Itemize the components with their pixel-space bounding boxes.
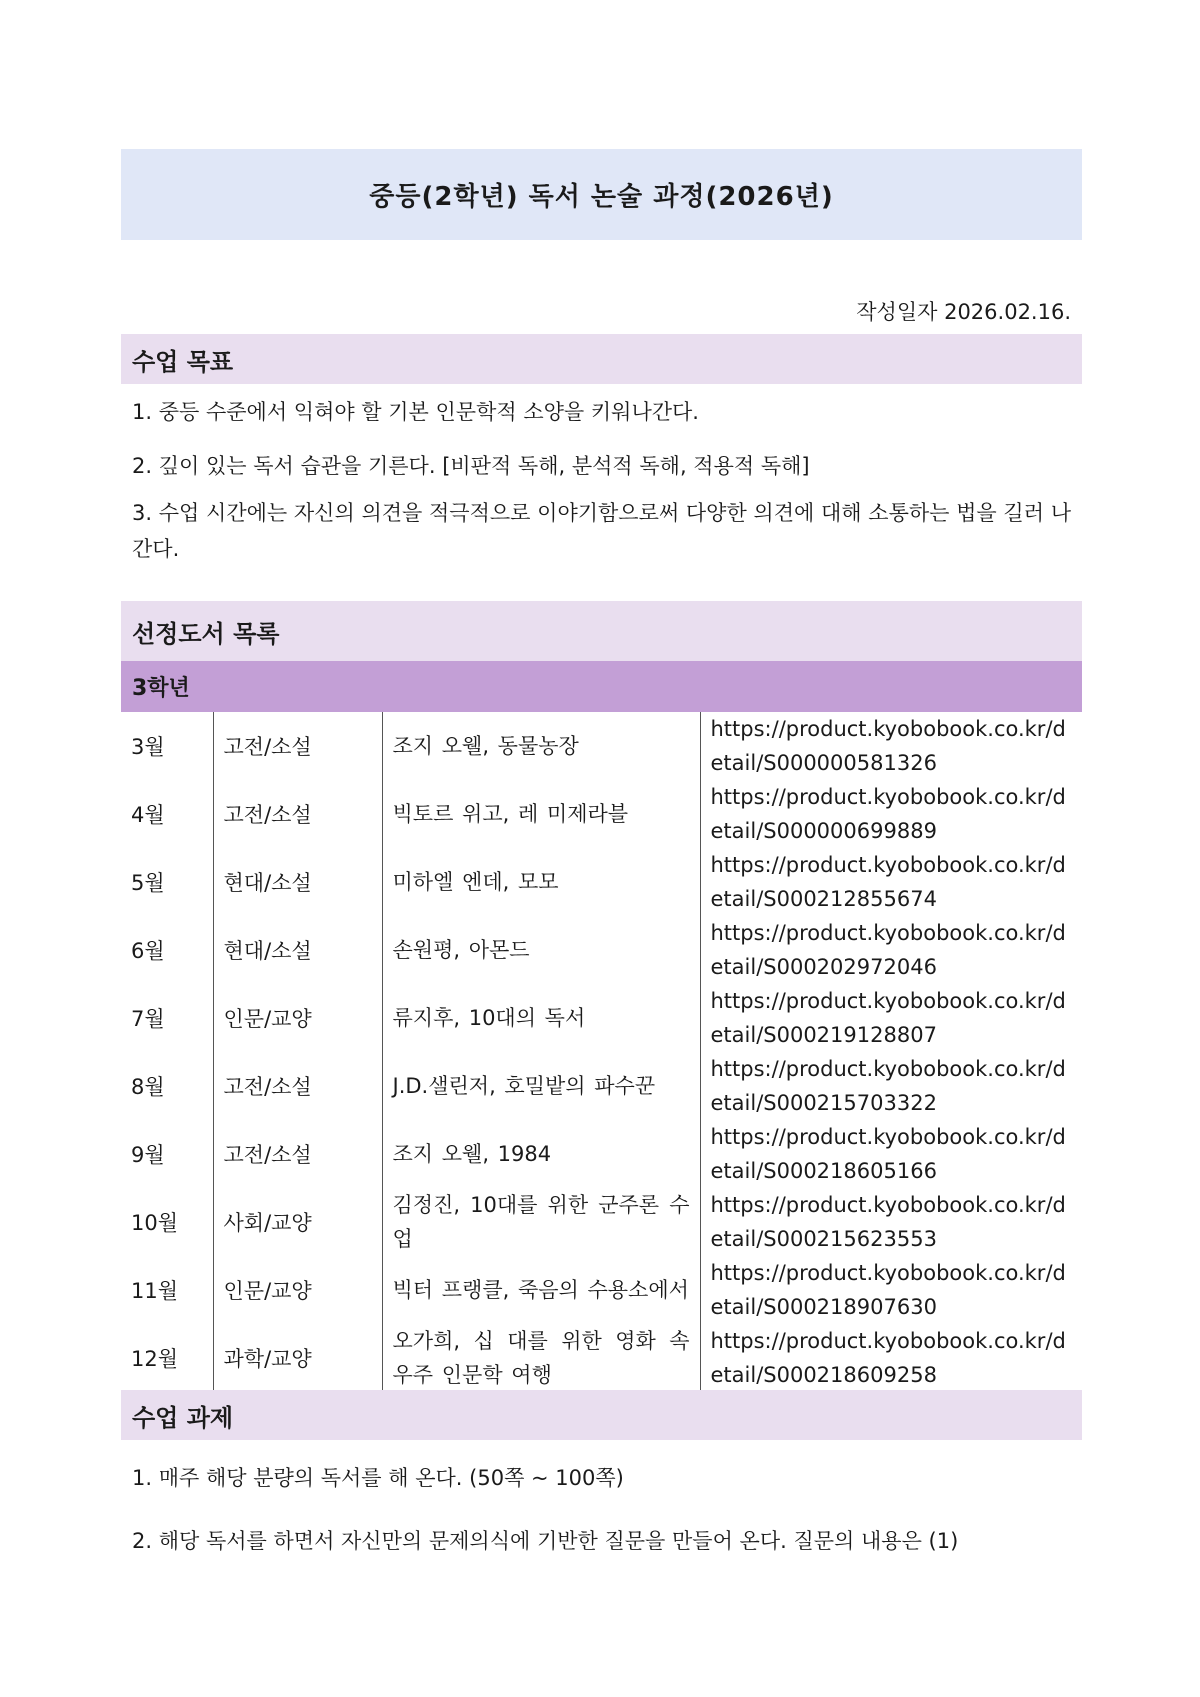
book-link-cell[interactable]: https://product.kyobobook.co.kr/detail/S000219128807 xyxy=(700,984,1082,1052)
category-cell: 인문/교양 xyxy=(213,1256,382,1324)
book-title-cell: 미하엘 엔데, 모모 xyxy=(382,848,700,916)
category-cell: 고전/소설 xyxy=(213,1052,382,1120)
table-row xyxy=(121,712,1082,780)
category-cell: 현대/소설 xyxy=(213,848,382,916)
book-link-cell[interactable]: https://product.kyobobook.co.kr/detail/S000218605166 xyxy=(700,1120,1082,1188)
table-row xyxy=(121,1324,1082,1392)
month-cell: 10월 xyxy=(131,1211,179,1235)
table-row xyxy=(121,848,1082,916)
category-cell: 고전/소설 xyxy=(213,1120,382,1188)
table-row xyxy=(121,1120,1082,1188)
book-link-cell[interactable]: https://product.kyobobook.co.kr/detail/S000218609258 xyxy=(700,1324,1082,1392)
table-row xyxy=(121,1188,1082,1256)
table-row xyxy=(121,780,1082,848)
grade-label: 3학년 xyxy=(121,661,1082,712)
book-link-cell[interactable]: https://product.kyobobook.co.kr/detail/S000218907630 xyxy=(700,1256,1082,1324)
table-row xyxy=(121,916,1082,984)
book-title-cell: 오가희, 십 대를 위한 영화 속 우주 인문학 여행 xyxy=(382,1324,700,1392)
category-cell: 현대/소설 xyxy=(213,916,382,984)
goal-item: 1. 중등 수준에서 익혀야 할 기본 인문학적 소양을 키워나간다. xyxy=(132,400,699,424)
created-date: 작성일자 2026.02.16. xyxy=(856,300,1071,324)
book-link-cell[interactable]: https://product.kyobobook.co.kr/detail/S000000699889 xyxy=(700,780,1082,848)
assignment-item: 2. 해당 독서를 하면서 자신만의 문제의식에 기반한 질문을 만들어 온다. 질문의 내용은 (1) xyxy=(132,1529,959,1553)
book-title-cell: J.D.샐린저, 호밀밭의 파수꾼 xyxy=(382,1052,700,1120)
month-cell: 6월 xyxy=(131,939,165,963)
goal-item: 2. 깊이 있는 독서 습관을 기른다. [비판적 독해, 분석적 독해, 적용적 독해] xyxy=(132,454,810,478)
section-heading-books: 선정도서 목록 xyxy=(121,601,1082,661)
category-cell: 고전/소설 xyxy=(213,712,382,780)
book-title-cell: 류지후, 10대의 독서 xyxy=(382,984,700,1052)
book-link-cell[interactable]: https://product.kyobobook.co.kr/detail/S000215703322 xyxy=(700,1052,1082,1120)
document-title: 중등(2학년) 독서 논술 과정(2026년) xyxy=(121,149,1082,240)
month-cell: 7월 xyxy=(131,1007,165,1031)
category-cell: 사회/교양 xyxy=(213,1188,382,1256)
section-heading-assignments: 수업 과제 xyxy=(121,1390,1082,1440)
book-link-cell[interactable]: https://product.kyobobook.co.kr/detail/S000215623553 xyxy=(700,1188,1082,1256)
book-title-cell: 김정진, 10대를 위한 군주론 수업 xyxy=(382,1188,700,1256)
month-cell: 8월 xyxy=(131,1075,165,1099)
book-list-table xyxy=(121,712,1082,1392)
table-row xyxy=(121,1256,1082,1324)
book-title-cell: 손원평, 아몬드 xyxy=(382,916,700,984)
book-link-cell[interactable]: https://product.kyobobook.co.kr/detail/S000212855674 xyxy=(700,848,1082,916)
category-cell: 고전/소설 xyxy=(213,780,382,848)
month-cell: 4월 xyxy=(131,803,165,827)
month-cell: 5월 xyxy=(131,871,165,895)
section-heading-goals: 수업 목표 xyxy=(121,334,1082,384)
book-title-cell: 조지 오웰, 동물농장 xyxy=(382,712,700,780)
table-row xyxy=(121,984,1082,1052)
book-title-cell: 빅터 프랭클, 죽음의 수용소에서 xyxy=(382,1256,700,1324)
goal-item: 3. 수업 시간에는 자신의 의견을 적극적으로 이야기함으로써 다양한 의견에 대해 소통하는 법을 길러 나간다. xyxy=(132,501,1071,561)
category-cell: 인문/교양 xyxy=(213,984,382,1052)
table-row xyxy=(121,1052,1082,1120)
book-link-cell[interactable]: https://product.kyobobook.co.kr/detail/S000000581326 xyxy=(700,712,1082,780)
book-link-cell[interactable]: https://product.kyobobook.co.kr/detail/S000202972046 xyxy=(700,916,1082,984)
assignment-item: 1. 매주 해당 분량의 독서를 해 온다. (50쪽 ~ 100쪽) xyxy=(132,1466,624,1490)
month-cell: 9월 xyxy=(131,1143,165,1167)
month-cell: 12월 xyxy=(131,1347,179,1371)
book-title-cell: 조지 오웰, 1984 xyxy=(382,1120,700,1188)
month-cell: 11월 xyxy=(131,1279,179,1303)
category-cell: 과학/교양 xyxy=(213,1324,382,1392)
month-cell: 3월 xyxy=(131,735,165,759)
book-title-cell: 빅토르 위고, 레 미제라블 xyxy=(382,780,700,848)
